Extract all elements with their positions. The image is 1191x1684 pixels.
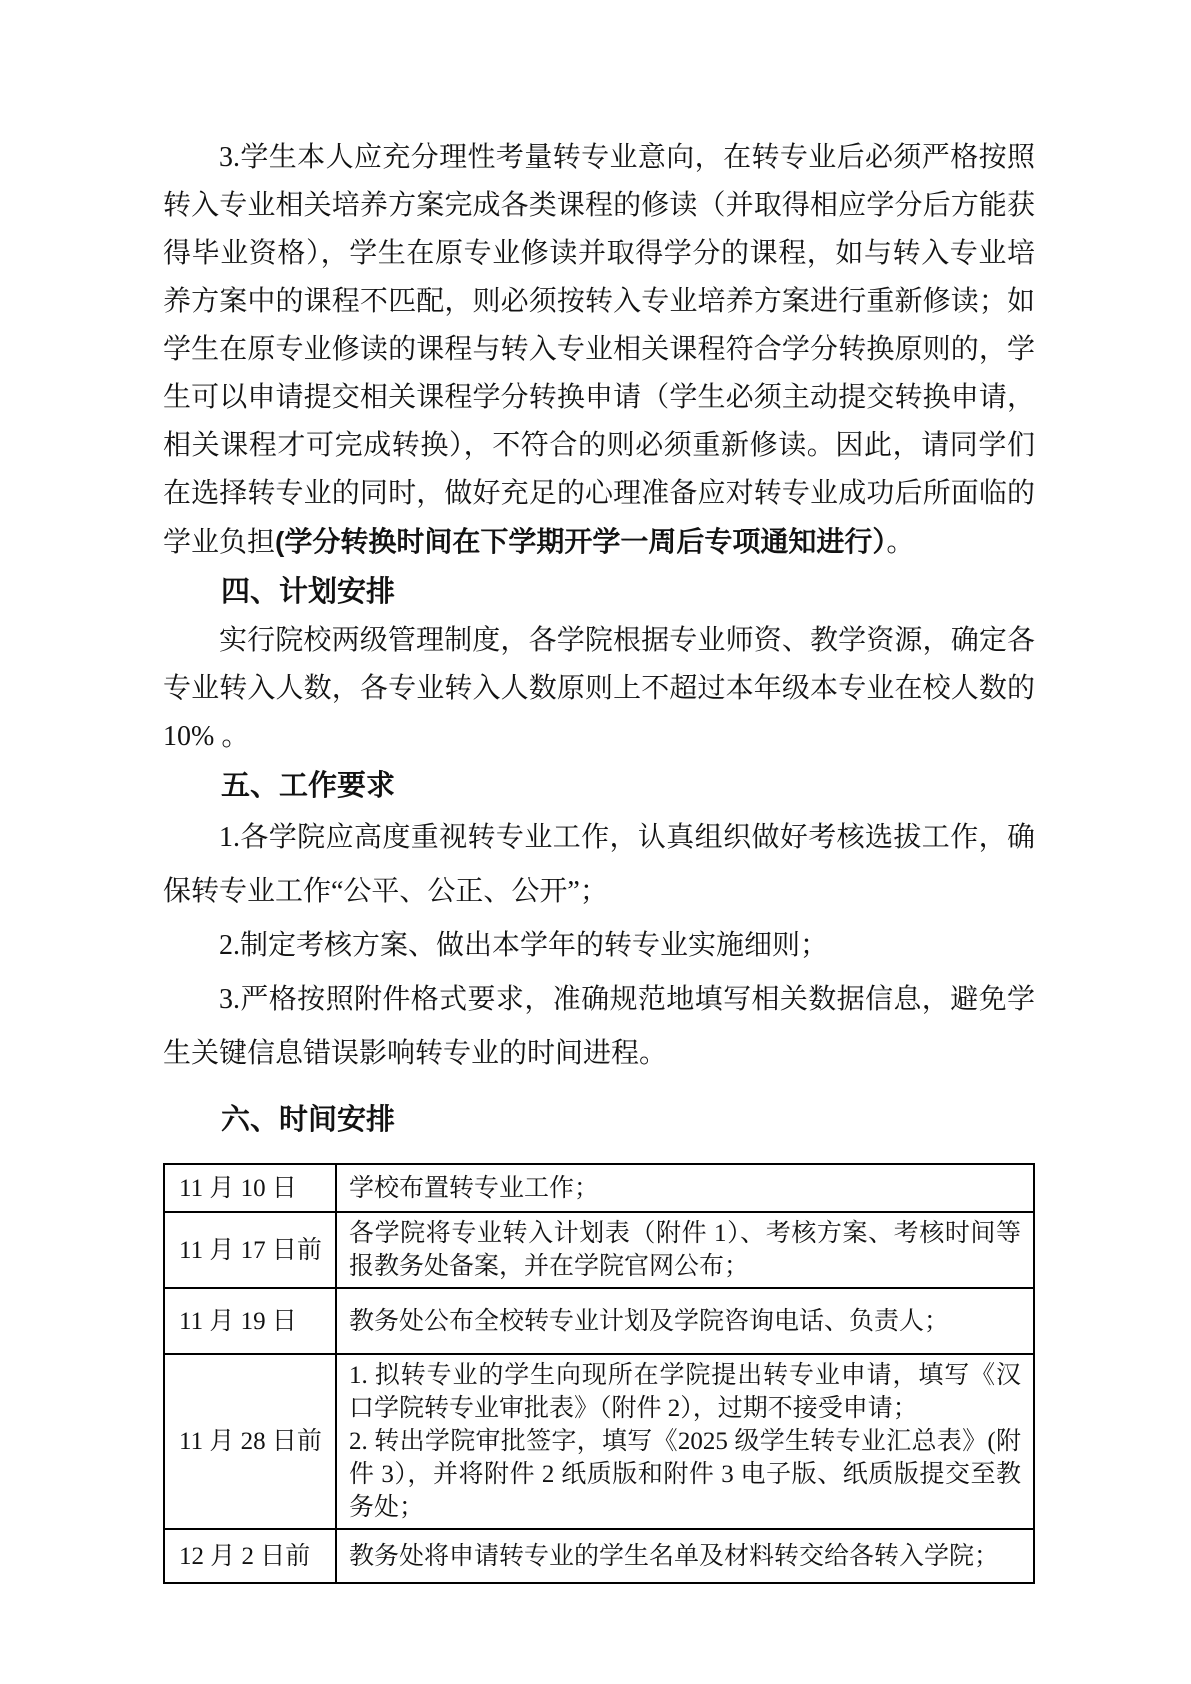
work-item-1: 1.各学院应高度重视转专业工作，认真组织做好考核选拔工作，确保转专业工作“公平、公正、公开”；	[163, 822, 1035, 907]
heading-time-schedule: 六、时间安排	[221, 1104, 396, 1136]
table-row	[164, 1354, 1034, 1529]
schedule-task-line: 2. 转出学院审批签字，填写《2025 级学生转专业汇总表》(附件 3），并将附件 2 纸质版和附件 3 电子版、纸质版提交至教务处；	[349, 1428, 1021, 1521]
plan-paragraph: 实行院校两级管理制度，各学院根据专业师资、教学资源，确定各专业转入人数，各专业转入人数原则上不超过本年级本专业在校人数的 10% 。	[163, 625, 1035, 752]
table-row	[164, 1164, 1034, 1212]
work-item-2: 2.制定考核方案、做出本学年的转专业实施细则；	[219, 930, 829, 961]
schedule-date: 11 月 19 日	[164, 1288, 336, 1354]
schedule-task	[336, 1354, 1034, 1529]
heading-plan-arrangement: 四、计划安排	[221, 576, 396, 608]
schedule-date: 11 月 28 日前	[164, 1354, 336, 1529]
work-requirements-list	[163, 811, 1035, 1081]
schedule-task	[336, 1164, 1034, 1212]
work-item-3: 3.严格按照附件格式要求，准确规范地填写相关数据信息，避免学生关键信息错误影响转专业的时间进程。	[163, 984, 1035, 1069]
intro-period: 。	[886, 527, 915, 558]
schedule-date: 11 月 17 日前	[164, 1212, 336, 1288]
schedule-date: 11 月 10 日	[164, 1164, 336, 1212]
intro-paragraph	[163, 134, 1035, 567]
schedule-task-line: 各学院将专业转入计划表（附件 1）、考核方案、考核时间等报教务处备案，并在学院官网公布；	[349, 1220, 1021, 1280]
table-row	[164, 1212, 1034, 1288]
intro-text: 3.学生本人应充分理性考量转专业意向，在转专业后必须严格按照转入专业相关培养方案完成各类课程的修读（并取得相应学分后方能获得毕业资格），学生在原专业修读并取得学分的课程，如与转入专业培养方案中的课程不匹配，则必须按转入专业培养方案进行重新修读；如学生在原专业修读的课程与转入专业相关课程符合学分转换原则的，学生可以申请提交相关课程学分转换申请（学生必须主动提交转换申请，相关课程才可完成转换），不符合的则必须重新修读。因此，请同学们在选择转专业的同时，做好充足的心理准备应对转专业成功后所面临的学业负担	[163, 142, 1035, 558]
schedule-table	[163, 1163, 1035, 1584]
table-row	[164, 1529, 1034, 1583]
schedule-task	[336, 1288, 1034, 1354]
schedule-task-line: 教务处公布全校转专业计划及学院咨询电话、负责人；	[349, 1307, 950, 1335]
table-row	[164, 1288, 1034, 1354]
schedule-task	[336, 1212, 1034, 1288]
schedule-task-line: 1. 拟转专业的学生向现所在学院提出转专业申请，填写《汉口学院转专业审批表》（附件 2），过期不接受申请；	[349, 1362, 1021, 1422]
credit-conversion-bold-note: (学分转换时间在下学期开学一周后专项通知进行）	[275, 526, 887, 557]
schedule-date: 12 月 2 日前	[164, 1529, 336, 1583]
schedule-task	[336, 1529, 1034, 1583]
heading-work-requirements: 五、工作要求	[221, 770, 396, 802]
schedule-task-line: 教务处将申请转专业的学生名单及材料转交给各转入学院；	[349, 1542, 1000, 1570]
schedule-task-line: 学校布置转专业工作；	[349, 1174, 600, 1202]
